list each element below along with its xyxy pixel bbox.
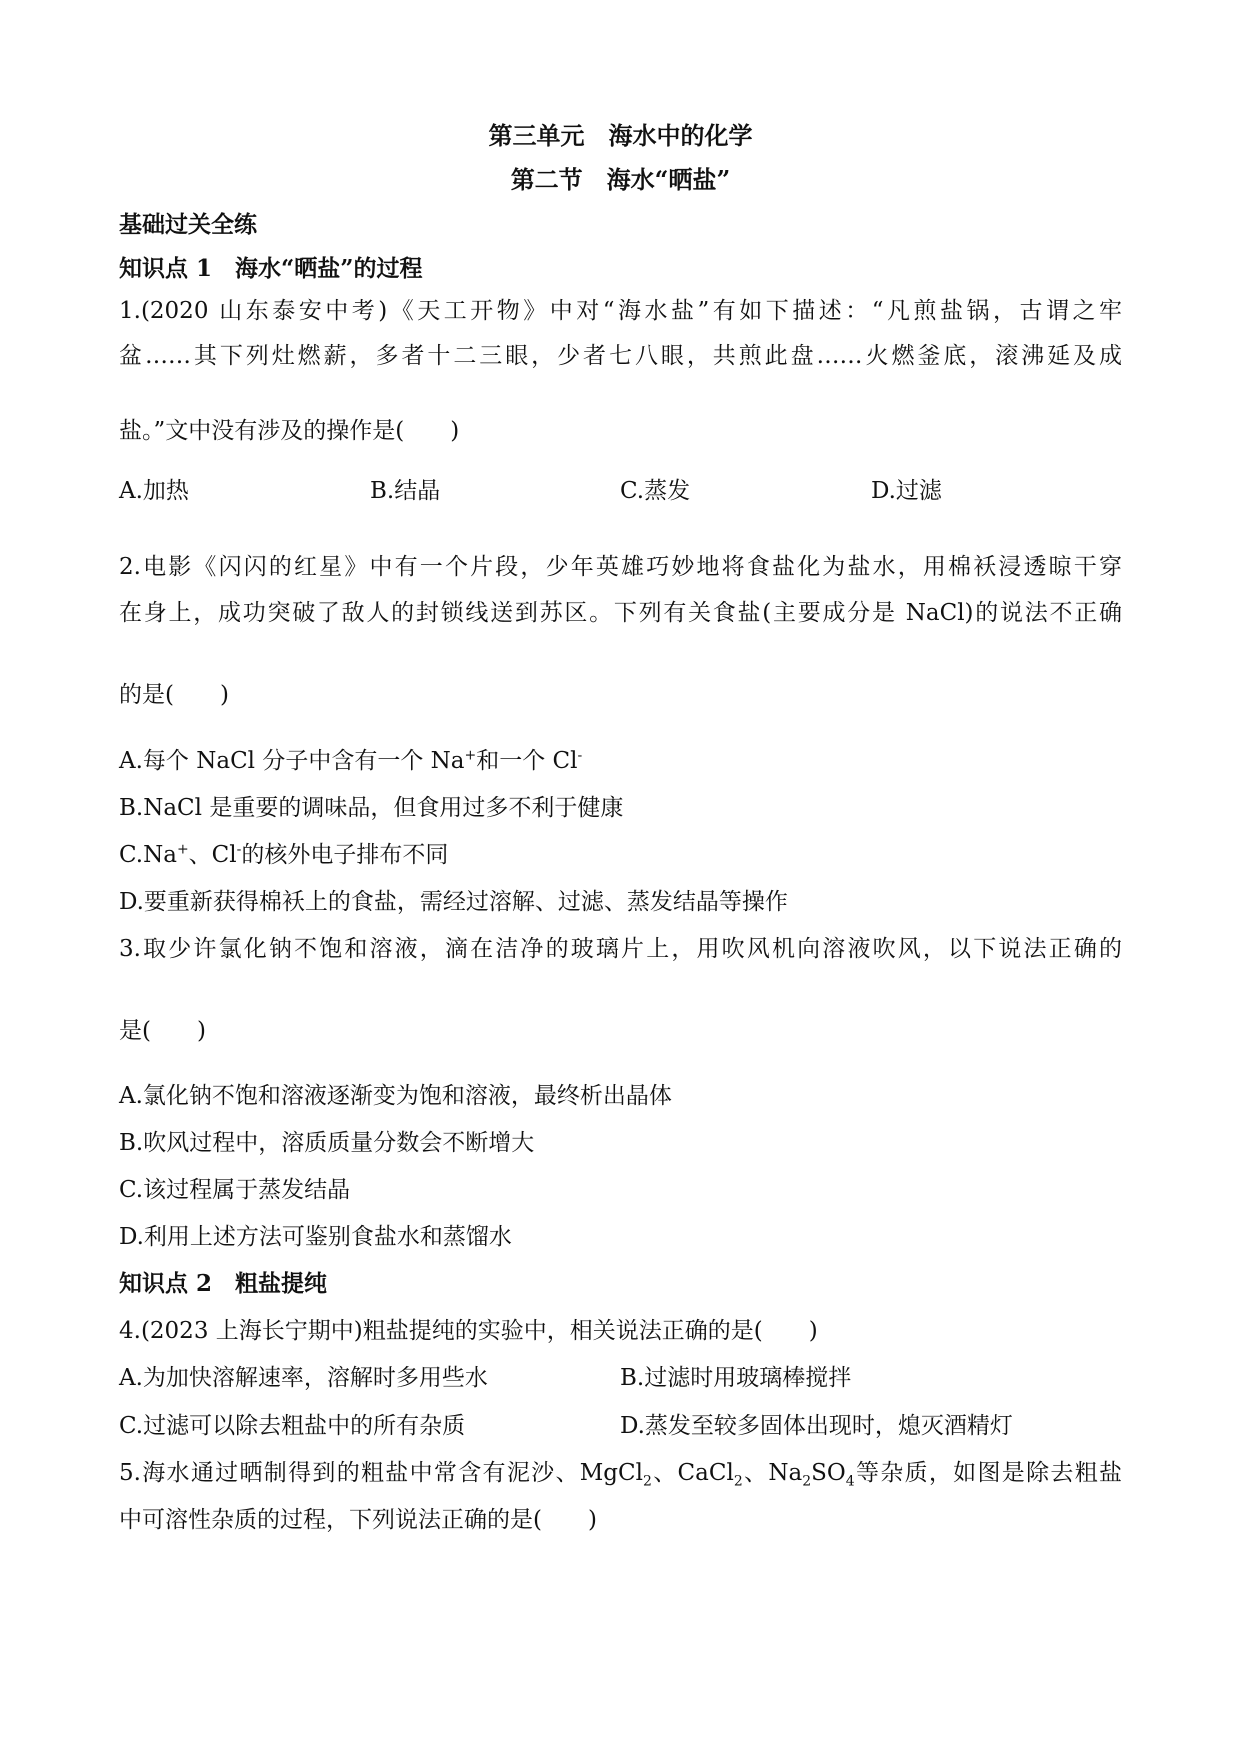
q4-option-c: C.过滤可以除去粗盐中的所有杂质	[119, 1413, 466, 1439]
q1-stem-line-2: 盆……其下列灶燃薪，多者十二三眼，少者七八眼，共煎此盘……火燃釜底，滚沸延及成	[119, 343, 1122, 369]
section-title: 第二节 海水“晒盐”	[510, 165, 731, 194]
q3-stem-line-1: 3.取少许氯化钠不饱和溶液，滴在洁净的玻璃片上，用吹风机向溶液吹风，以下说法正确的	[119, 936, 1122, 962]
q1-stem-line-3: 盐。”文中没有涉及的操作是( )	[119, 418, 460, 444]
unit-title: 第三单元 海水中的化学	[488, 121, 753, 150]
q4-option-a: A.为加快溶解速率，溶解时多用些水	[119, 1365, 488, 1391]
q2-stem-line-1: 2.电影《闪闪的红星》中有一个片段，少年英雄巧妙地将食盐化为盐水，用棉袄浸透晾干穿	[119, 554, 1122, 580]
knowledge-point-1-heading: 知识点 1 海水“晒盐”的过程	[119, 255, 423, 282]
q4-option-b: B.过滤时用玻璃棒搅拌	[620, 1365, 852, 1391]
q1-option-c: C.蒸发	[620, 478, 691, 504]
q4-option-d: D.蒸发至较多固体出现时，熄灭酒精灯	[620, 1413, 1013, 1439]
q1-option-a: A.加热	[119, 478, 189, 504]
q1-option-b: B.结晶	[370, 478, 441, 504]
q2-stem-line-3: 的是( )	[119, 682, 229, 708]
q2-stem-line-2: 在身上，成功突破了敌人的封锁线送到苏区。下列有关食盐(主要成分是 NaCl)的说法不正确	[119, 600, 1122, 626]
q3-option-b: B.吹风过程中，溶质质量分数会不断增大	[119, 1130, 535, 1156]
q1-stem-line-1: 1.(2020 山东泰安中考)《天工开物》中对“海水盐”有如下描述：“凡煎盐锅，古谓之牢	[119, 298, 1122, 324]
knowledge-point-2-heading: 知识点 2 粗盐提纯	[119, 1270, 328, 1297]
q2-option-c: C.Na+、Cl-的核外电子排布不同	[119, 841, 449, 868]
q2-option-d: D.要重新获得棉袄上的食盐，需经过溶解、过滤、蒸发结晶等操作	[119, 889, 788, 915]
q3-stem-line-2: 是( )	[119, 1018, 206, 1044]
q4-stem: 4.(2023 上海长宁期中)粗盐提纯的实验中，相关说法正确的是( )	[119, 1318, 818, 1344]
q3-option-a: A.氯化钠不饱和溶液逐渐变为饱和溶液，最终析出晶体	[119, 1083, 672, 1109]
practice-heading: 基础过关全练	[119, 211, 257, 238]
q2-option-a: A.每个 NaCl 分子中含有一个 Na+和一个 Cl-	[119, 747, 583, 774]
q5-stem-line-1: 5.海水通过晒制得到的粗盐中常含有泥沙、MgCl$_2$、CaCl$_2$、$Na_2SO_4$等杂质，如图是除去粗盐	[119, 1460, 1123, 1490]
q1-option-d: D.过滤	[871, 478, 942, 504]
q3-option-d: D.利用上述方法可鉴别食盐水和蒸馏水	[119, 1224, 512, 1250]
q3-option-c: C.该过程属于蒸发结晶	[119, 1177, 351, 1203]
q5-stem-line-2: 中可溶性杂质的过程，下列说法正确的是( )	[119, 1507, 597, 1533]
q2-option-b: B.NaCl 是重要的调味品，但食用过多不利于健康	[119, 795, 624, 821]
